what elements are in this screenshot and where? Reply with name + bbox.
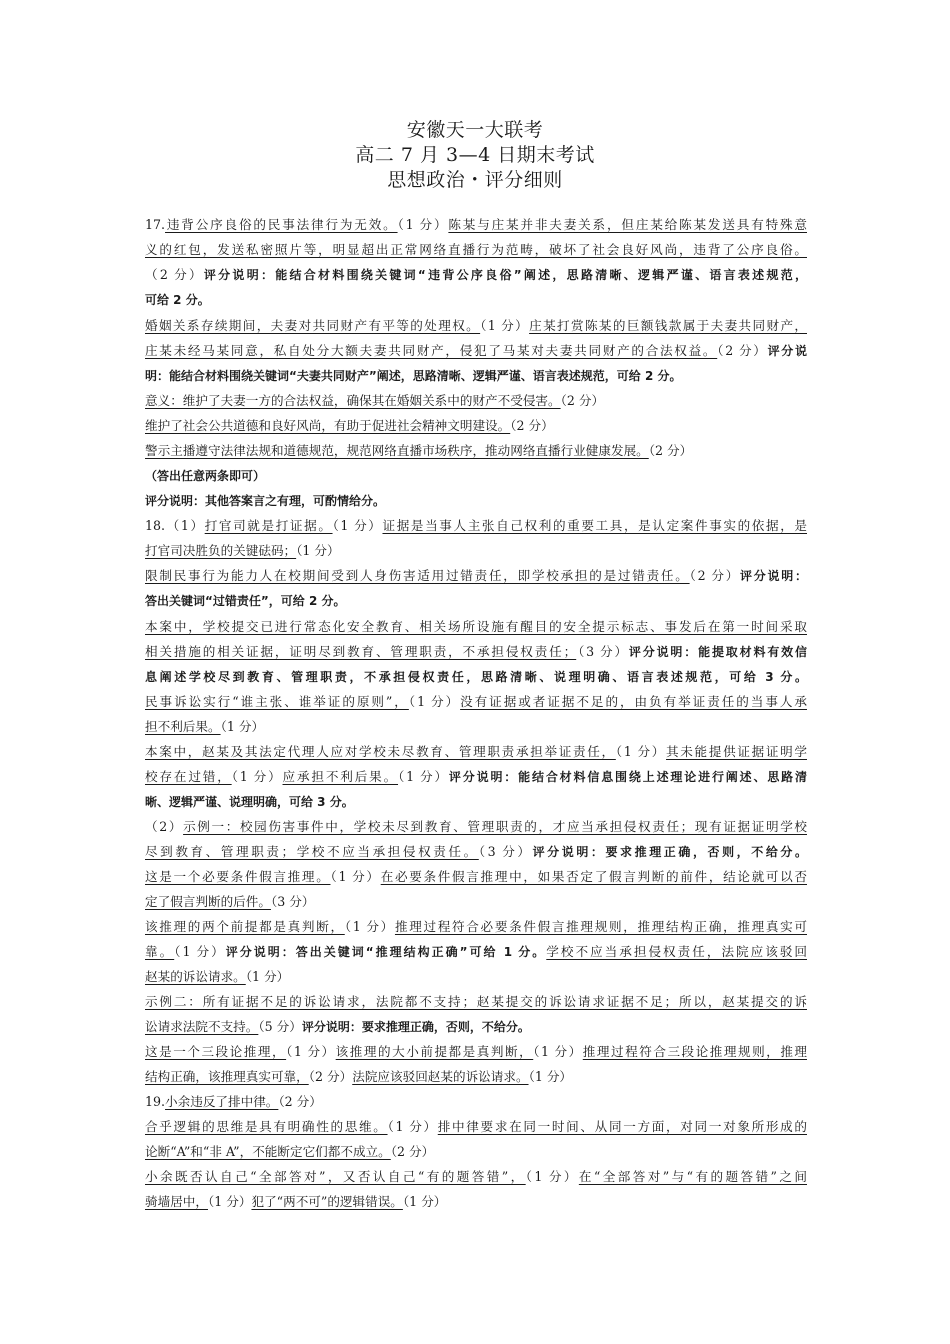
- text-segment: （1 分）: [408, 694, 461, 709]
- text-line: [145, 965, 807, 989]
- text-segment: （3 分）: [270, 894, 315, 909]
- text-segment: （1 分）: [332, 518, 383, 533]
- answer-text: 靠。: [145, 944, 175, 959]
- text-segment: （1 分）: [398, 769, 449, 784]
- text-segment: （1 分）: [402, 1194, 447, 1209]
- text-line: [145, 715, 807, 739]
- answer-text: 违背公序良俗的民事法律行为无效。: [165, 217, 398, 232]
- text-segment: （2 分）: [278, 1094, 322, 1109]
- answer-text: 相关措施的相关证据，证明尽到教育、管理职责，不承担侵权责任；: [145, 644, 577, 659]
- text-line: [145, 1040, 807, 1064]
- answer-text: 犯了“两不可”的逻辑错误。: [251, 1194, 403, 1209]
- answer-text: 讼请求法院不支持。: [145, 1019, 259, 1034]
- text-line: [145, 865, 807, 889]
- answer-text: 合乎逻辑的思维是具有明确性的思维。: [145, 1119, 388, 1134]
- text-segment: （1 分）: [615, 744, 667, 759]
- answer-text: 本案中，学校提交已进行常态化安全教育、相关场所设施有醒目的安全提示标志、事发后在第一时间采取: [145, 619, 807, 634]
- scoring-note: 息阐述学校尽到教育、管理职责，不承担侵权责任，思路清晰、说理明确、语言表述规范，可给 3 分。: [145, 670, 807, 684]
- answer-text: 担不利后果。: [145, 719, 221, 734]
- answer-text: 定了假言判断的后件。: [145, 894, 271, 909]
- answer-text: 小余违反了排中律。: [165, 1094, 279, 1109]
- scoring-note: 评分说明：能结合材料围绕关键词“违背公序良俗”阐述，思路清晰、逻辑严谨、语言表述规范，: [203, 268, 807, 282]
- answer-text: 这是一个必要条件假言推理。: [145, 869, 331, 884]
- answer-text: 该推理的两个前提都是真判断，: [145, 919, 345, 934]
- text-segment: （1 分）: [397, 217, 449, 232]
- text-segment: （2 分）: [145, 267, 204, 282]
- text-segment: （1 分）: [344, 919, 395, 934]
- text-segment: （2 分）: [390, 1144, 435, 1159]
- answer-text: 其未能提供证据证明学: [666, 744, 807, 759]
- text-line: [145, 213, 807, 237]
- text-line: [145, 489, 807, 513]
- header-title: 安徽天一大联考: [406, 119, 544, 141]
- scoring-note: 明：能结合材料围绕关键词“夫妻共同财产”阐述，思路清晰、逻辑严谨、语言表述规范，可给 2 分。: [145, 369, 682, 383]
- text-segment: 17.: [145, 217, 166, 232]
- text-line: [145, 539, 807, 563]
- scoring-note: 评分说明：其他答案言之有理，可酌情给分。: [145, 494, 386, 508]
- answer-text: 证据是当事人主张自己权利的重要工具，是认定案件事实的依据，是: [382, 518, 807, 533]
- answer-text: 婚姻关系存续期间，夫妻对共同财产有平等的处理权。: [145, 318, 481, 333]
- text-line: [145, 640, 807, 664]
- text-segment: （1 分）: [525, 1169, 579, 1184]
- text-segment: （1 分）: [387, 1119, 438, 1134]
- text-segment: （2 分）: [717, 343, 768, 358]
- text-line: [145, 615, 807, 639]
- scoring-note: 答出关键词“过错责任”，可给 2 分。: [145, 594, 346, 608]
- answer-text: 结构正确，该推理真实可靠，: [145, 1069, 309, 1084]
- answer-text: 论断“A”和“非 A”，不能断定它们都不成立。: [145, 1144, 391, 1159]
- text-line: [145, 765, 807, 789]
- answer-text: 打官司就是打证据。: [204, 518, 333, 533]
- text-segment: （3 分）: [576, 644, 629, 659]
- answer-text: 这是一个三段论推理，: [145, 1044, 287, 1059]
- answer-text: 陈某与庄某并非夫妻关系，但庄某给陈某发送具有特殊意: [448, 217, 807, 232]
- answer-text: 意义：维护了夫妻一方的合法权益，确保其在婚姻关系中的财产不受侵害。: [145, 393, 561, 408]
- text-segment: （2 分）: [648, 443, 693, 458]
- exam-name: 高二 7 月 3—4 日期末考试: [355, 144, 595, 166]
- answer-text: 本案中，赵某及其法定代理人应对学校未尽教育、管理职责承担举证责任，: [145, 744, 616, 759]
- text-line: [145, 1115, 807, 1139]
- scoring-note: 评分说明：要求推理正确，否则，不给分。: [301, 1020, 530, 1034]
- text-line: [145, 915, 807, 939]
- answer-text: 在“全部答对”与“有的题答错”之间: [578, 1169, 807, 1184]
- answer-text: 维护了社会公共道德和良好风尚，有助于促进社会精神文明建设。: [145, 418, 511, 433]
- text-line: [145, 740, 807, 764]
- text-segment: （1 分）: [528, 1069, 573, 1084]
- answer-text: 义的红包，发送私密照片等，明显超出正常网络直播行为范畴，破坏了社会良好风尚，违背了公序良俗。: [145, 242, 807, 257]
- text-line: [145, 339, 807, 363]
- answer-text: 在必要条件假言推理中，如果否定了假言判断的前件，结论就可以否: [380, 869, 807, 884]
- text-segment: （1 分）: [330, 869, 381, 884]
- answer-text: 示例一：校园伤害事件中，学校未尽到教育、管理职责的，才应当承担侵权责任；现有证据证明学校: [183, 819, 807, 834]
- text-segment: （1 分）: [533, 1044, 583, 1059]
- answer-text: 没有证据或者证据不足的，由负有举证责任的当事人承: [460, 694, 807, 709]
- text-line: [145, 665, 807, 689]
- scoring-note: 晰、逻辑严谨、说理明确，可给 3 分。: [145, 795, 354, 809]
- text-segment: （1 分）: [231, 769, 283, 784]
- text-line: [145, 464, 807, 488]
- answer-text: 该推理的大小前提都是真判断，: [335, 1044, 534, 1059]
- text-segment: （1 分）: [207, 1194, 252, 1209]
- answer-text: 民事诉讼实行“谁主张、谁举证的原则”，: [145, 694, 409, 709]
- answer-text: 学校不应当承担侵权责任，法院应该驳回: [546, 944, 807, 959]
- text-segment: （1 分）: [220, 719, 265, 734]
- text-line: [145, 1140, 807, 1164]
- text-line: [145, 840, 807, 864]
- answer-text: 示例二：所有证据不足的诉讼请求，法院都不支持；赵某提交的诉讼请求证据不足；所以，赵某提交的诉: [145, 994, 807, 1009]
- text-line: [145, 389, 807, 413]
- answer-text: 推理过程符合三段论推理规则，推理: [582, 1044, 807, 1059]
- text-segment: （2）: [145, 819, 184, 834]
- text-line: [145, 263, 807, 287]
- text-line: [145, 238, 807, 262]
- text-line: [145, 439, 807, 463]
- answer-text: 尽到教育、管理职责；学校不应当承担侵权责任。: [145, 844, 479, 859]
- text-segment: （3 分）: [478, 844, 533, 859]
- text-line: [145, 1065, 807, 1089]
- text-line: [145, 364, 807, 388]
- answer-text: 排中律要求在同一时间、从同一方面，对同一对象所形成的: [437, 1119, 807, 1134]
- answer-text: 限制民事行为能力人在校期间受到人身伤害适用过错责任，即学校承担的是过错责任。: [145, 568, 690, 583]
- text-segment: （1 分）: [296, 543, 340, 558]
- scoring-note: 评分说明：能提取材料有效信: [628, 645, 807, 659]
- answer-text: 小余既否认自己“全部答对”，又否认自己“有的题答错”，: [145, 1169, 526, 1184]
- text-line: [145, 1165, 807, 1189]
- answer-text: 警示主播遵守法律法规和道德规范，规范网络直播市场秩序，推动网络直播行业健康发展。: [145, 443, 649, 458]
- scoring-note: 评分说明：: [740, 569, 807, 583]
- subject-title: 思想政治・评分细则: [387, 169, 563, 191]
- text-line: [145, 514, 807, 538]
- text-line: [145, 890, 807, 914]
- answer-text: 推理过程符合必要条件假言推理规则，推理结构正确，推理真实可: [394, 919, 807, 934]
- scoring-note: 评分说: [767, 344, 807, 358]
- text-line: [145, 414, 807, 438]
- text-segment: （5 分）: [258, 1019, 302, 1034]
- answer-text: 骑墙居中，: [145, 1194, 208, 1209]
- scoring-note: 评分说明：答出关键词“推理结构正确”可给 1 分。: [225, 945, 547, 959]
- text-line: [145, 288, 807, 312]
- text-segment: 18.（1）: [145, 518, 205, 533]
- scoring-note: 可给 2 分。: [145, 293, 210, 307]
- text-segment: （2 分）: [689, 568, 741, 583]
- text-segment: （1 分）: [174, 944, 226, 959]
- text-line: [145, 1090, 807, 1114]
- text-line: [145, 564, 807, 588]
- text-line: [145, 690, 807, 714]
- answer-text: 校存在过错，: [145, 769, 232, 784]
- text-segment: （2 分）: [560, 393, 605, 408]
- text-line: [145, 990, 807, 1014]
- scoring-note: 评分说明：能结合材料信息围绕上述理论进行阐述、思路清: [448, 770, 807, 784]
- text-line: [145, 790, 807, 814]
- answer-text: 法院应该驳回赵某的诉讼请求。: [352, 1069, 529, 1084]
- text-segment: （1 分）: [480, 318, 530, 333]
- text-line: [145, 1015, 807, 1039]
- text-segment: （2 分）: [308, 1069, 353, 1084]
- text-segment: （1 分）: [245, 969, 290, 984]
- scoring-note: 评分说明：要求推理正确，否则，不给分。: [532, 845, 807, 859]
- answer-text: 庄某打赏陈某的巨额钱款属于夫妻共同财产，: [529, 318, 807, 333]
- text-line: [145, 314, 807, 338]
- answer-text: 庄某未经马某同意，私自处分大额夫妻共同财产，侵犯了马某对夫妻共同财产的合法权益。: [145, 343, 718, 358]
- text-segment: （1 分）: [286, 1044, 336, 1059]
- scoring-note: （答出任意两条即可）: [145, 469, 266, 483]
- text-line: [145, 940, 807, 964]
- text-segment: 19.: [145, 1094, 166, 1109]
- answer-text: 打官司决胜负的关键砝码；: [145, 543, 297, 558]
- text-segment: （2 分）: [510, 418, 554, 433]
- text-line: [145, 589, 807, 613]
- answer-text: 赵某的诉讼请求。: [145, 969, 246, 984]
- text-line: [145, 815, 807, 839]
- answer-text: 应承担不利后果。: [282, 769, 399, 784]
- text-line: [145, 1190, 807, 1214]
